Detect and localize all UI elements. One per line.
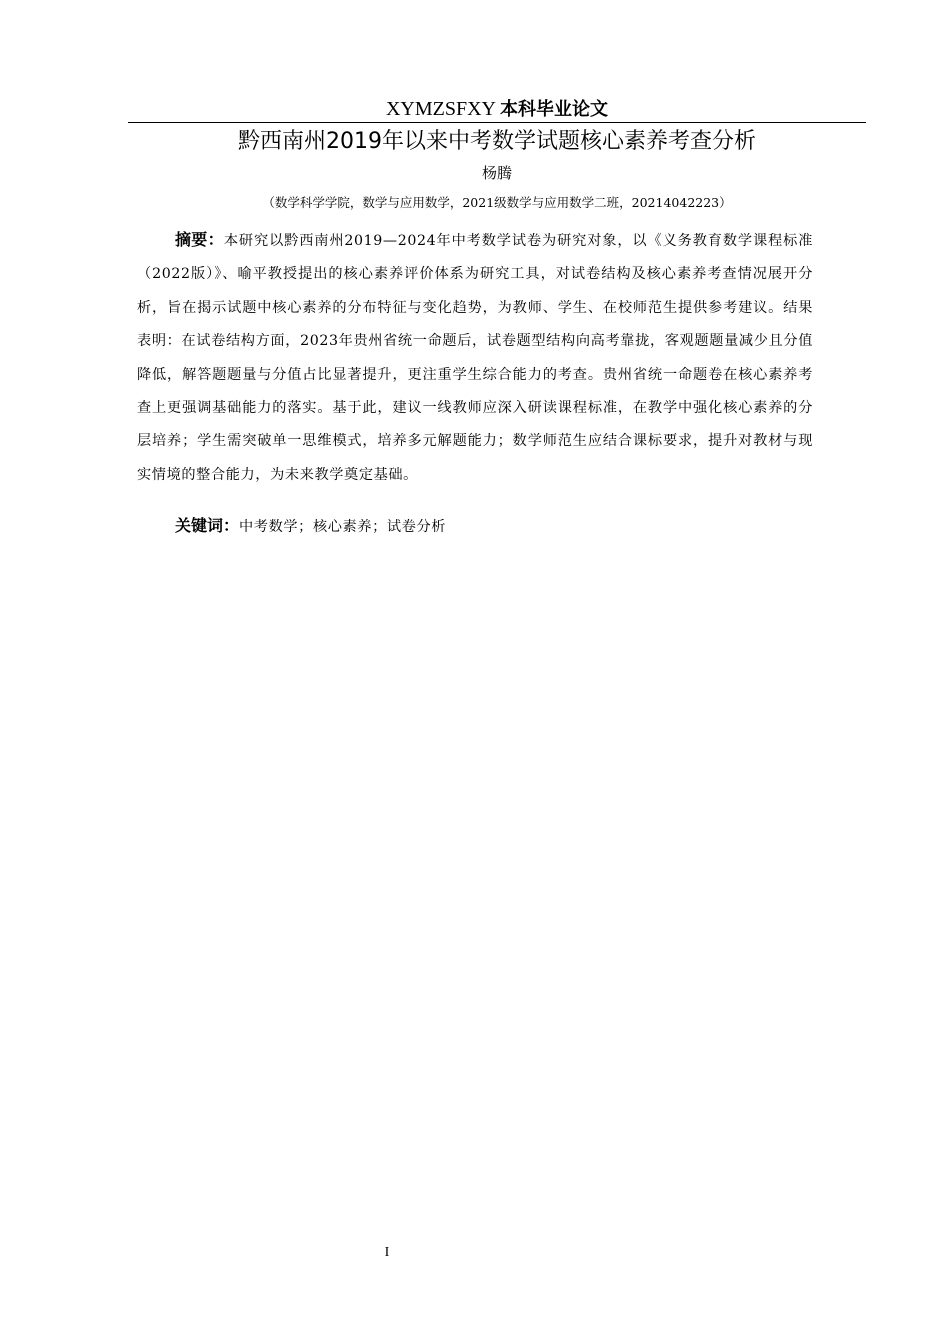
abstract-paragraph [137, 223, 813, 492]
running-header [128, 94, 866, 122]
header-rule [128, 122, 866, 123]
abstract-label: 摘要： [175, 230, 224, 249]
abstract-text: 本研究以黔西南州2019—2024年中考数学试卷为研究对象，以《义务教育数学课程标准（2022版）》、喻平教授提出的核心素养评价体系为研究工具，对试卷结构及核心素养考查情况展开分析，旨在揭示试题中核心素养的分布特征与变化趋势，为教师、学生、在校师范生提供参考建议。结果表明：在试卷结构方面，2023年贵州省统一命题后，试卷题型结构向高考靠拢，客观题题量减少且分值降低，解答题题量与分值占比显著提升，更注重学生综合能力的考查。贵州省统一命题卷在核心素养考查上更强调基础能力的落实。基于此，建议一线教师应深入研读课程标准，在教学中强化核心素养的分层培养；学生需突破单一思维模式，培养多元解题能力；数学师范生应结合课标要求，提升对教材与现实情境的整合能力，为未来教学奠定基础。 [137, 233, 813, 483]
header-label: 本科毕业论文 [500, 99, 609, 120]
page-number: I [384, 1245, 390, 1260]
header-code: XYMZSFXY [385, 98, 497, 120]
paper-title: 黔西南州2019年以来中考数学试题核心素养考查分析 [238, 129, 756, 154]
paper-author: 杨腾 [481, 164, 512, 182]
keywords-line [175, 509, 446, 544]
paper-affiliation: （数学科学学院，数学与应用数学，2021级数学与应用数学二班，20214042223） [262, 195, 732, 210]
keywords-label: 关键词： [175, 516, 240, 535]
keywords-text: 中考数学；核心素养；试卷分析 [239, 519, 447, 535]
